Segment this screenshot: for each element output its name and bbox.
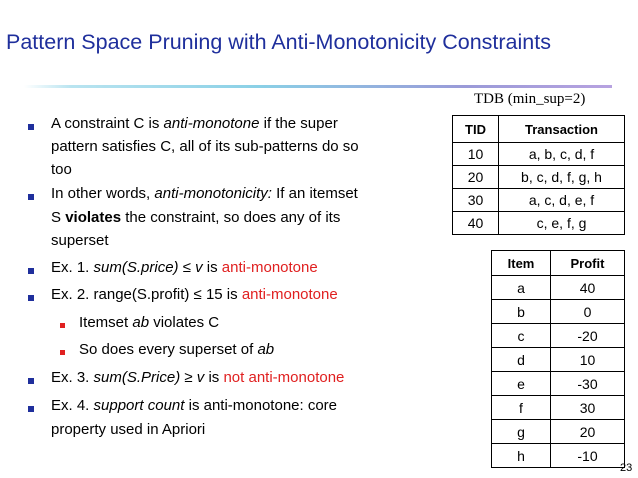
term-anti-monotone: anti-monotone [163, 115, 260, 132]
item-cell: e [492, 372, 551, 396]
profit-header-item: Item [492, 251, 551, 276]
tdb-table [452, 115, 625, 235]
sub-bullet-itemset: Itemset ab violates C [79, 314, 220, 331]
tid-cell: 30 [453, 189, 499, 212]
transaction-cell: b, c, d, f, g, h [499, 166, 625, 189]
tid-cell: 20 [453, 166, 499, 189]
tid-cell: 40 [453, 212, 499, 235]
bullet-marker [28, 194, 34, 200]
profit-cell: 30 [551, 396, 625, 420]
bullet-ex2: Ex. 2. range(S.profit) ≤ 15 is anti-monotone [51, 286, 338, 303]
tid-cell: 10 [453, 143, 499, 166]
table-row [492, 300, 625, 324]
ex2-verdict: anti-monotone [241, 286, 338, 303]
profit-table [491, 250, 625, 468]
item-cell: g [492, 420, 551, 444]
profit-cell: -10 [551, 444, 625, 468]
bullet-1-line-1: A constraint C is anti-monotone if the super [51, 115, 338, 132]
profit-cell: -20 [551, 324, 625, 348]
item-cell: f [492, 396, 551, 420]
profit-header-profit: Profit [551, 251, 625, 276]
bullet-ex4-line-2: property used in Apriori [51, 421, 206, 438]
bullet-ex1: Ex. 1. sum(S.price) ≤ v is anti-monotone [51, 259, 318, 276]
profit-cell: 10 [551, 348, 625, 372]
bullet-1-line-3: too [51, 161, 72, 178]
transaction-cell: a, b, c, d, f [499, 143, 625, 166]
item-cell: a [492, 276, 551, 300]
table-row [492, 324, 625, 348]
profit-cell: 40 [551, 276, 625, 300]
item-cell: c [492, 324, 551, 348]
bullet-1-line-2: pattern satisfies C, all of its sub-patterns do so [51, 138, 359, 155]
table-row [492, 444, 625, 468]
bullet-ex3: Ex. 3. sum(S.Price) ≥ v is not anti-monotone [51, 369, 345, 386]
term-anti-monotonicity: anti-monotonicity: [154, 185, 272, 202]
bullet-marker [28, 406, 34, 412]
profit-cell: -30 [551, 372, 625, 396]
table-row [453, 143, 625, 166]
transaction-cell: c, e, f, g [499, 212, 625, 235]
sub-bullet-marker [60, 323, 65, 328]
table-row [453, 212, 625, 235]
table-row [453, 189, 625, 212]
table-row [453, 166, 625, 189]
bullet-2-line-3: superset [51, 232, 109, 249]
bullet-marker [28, 124, 34, 130]
transaction-cell: a, c, d, e, f [499, 189, 625, 212]
bullet-marker [28, 268, 34, 274]
bullet-2-line-2: S violates the constraint, so does any of its [51, 209, 341, 226]
bullet-marker [28, 378, 34, 384]
table-row [492, 420, 625, 444]
page-number: 23 [620, 462, 633, 474]
bullet-ex4-line-1: Ex. 4. support count is anti-monotone: core [51, 397, 338, 414]
profit-cell: 0 [551, 300, 625, 324]
item-cell: b [492, 300, 551, 324]
tdb-header-transaction: Transaction [499, 116, 625, 143]
sub-bullet-superset: So does every superset of ab [79, 341, 275, 358]
slide-title: Pattern Space Pruning with Anti-Monotonicity Constraints [6, 30, 551, 54]
bullet-2-line-1: In other words, anti-monotonicity: If an itemset [51, 185, 358, 202]
item-cell: d [492, 348, 551, 372]
profit-cell: 20 [551, 420, 625, 444]
table-row [492, 348, 625, 372]
table-row [492, 276, 625, 300]
ex3-verdict: not anti-monotone [223, 369, 345, 386]
sub-bullet-marker [60, 350, 65, 355]
tdb-caption: TDB (min_sup=2) [474, 91, 586, 107]
item-cell: h [492, 444, 551, 468]
tdb-header-tid: TID [453, 116, 499, 143]
bullet-marker [28, 295, 34, 301]
table-row [492, 396, 625, 420]
table-row [492, 372, 625, 396]
ex1-verdict: anti-monotone [221, 259, 318, 276]
term-violates: violates [65, 209, 122, 226]
title-divider [24, 85, 612, 88]
